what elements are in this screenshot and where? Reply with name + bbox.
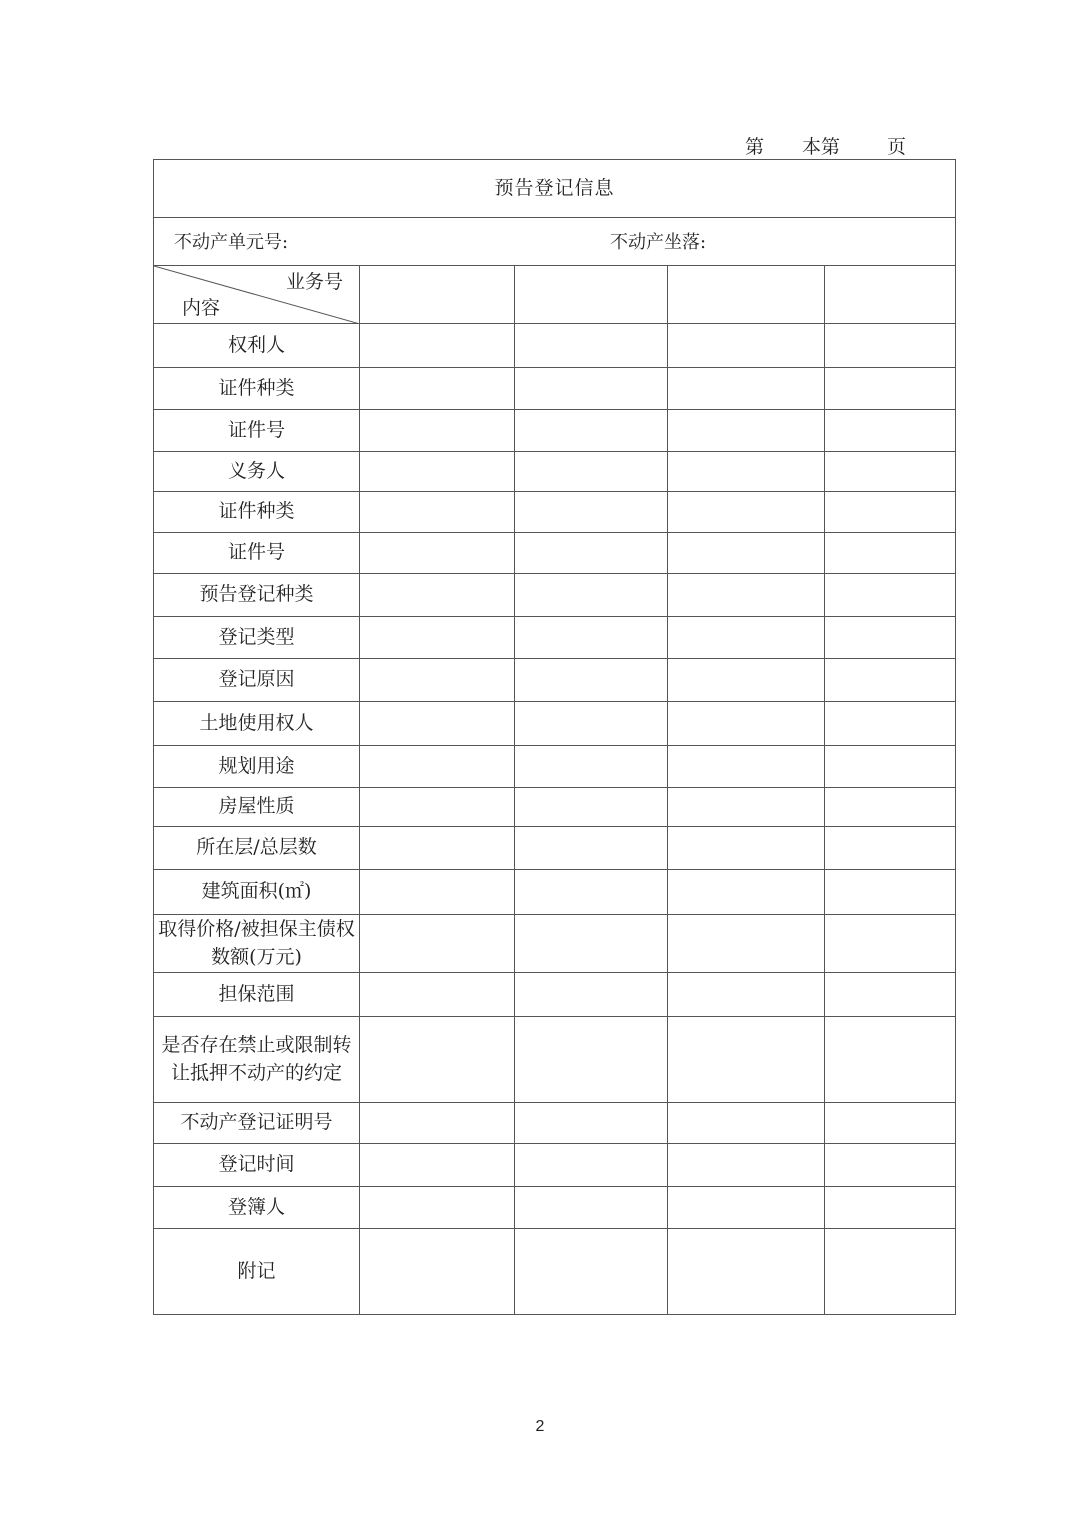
- entry-cell[interactable]: [825, 1017, 956, 1103]
- form-row: [154, 1144, 956, 1187]
- row-label: 建筑面积(㎡): [154, 870, 360, 915]
- entry-cell[interactable]: [825, 915, 956, 973]
- volume-suffix: 本第: [802, 136, 841, 158]
- form-row: [154, 324, 956, 368]
- entry-cell[interactable]: [360, 788, 515, 827]
- business-number-cell[interactable]: [668, 266, 825, 324]
- form-row: [154, 870, 956, 915]
- entry-cell[interactable]: [515, 973, 668, 1017]
- entry-cell[interactable]: [825, 368, 956, 410]
- entry-cell[interactable]: [825, 1144, 956, 1187]
- entry-cell[interactable]: [668, 659, 825, 702]
- entry-cell[interactable]: [360, 973, 515, 1017]
- entry-cell[interactable]: [825, 574, 956, 617]
- entry-cell[interactable]: [668, 492, 825, 533]
- entry-cell[interactable]: [515, 659, 668, 702]
- entry-cell[interactable]: [668, 915, 825, 973]
- registration-form-table: [153, 159, 956, 1315]
- form-row: [154, 574, 956, 617]
- row-label: 登记类型: [154, 617, 360, 659]
- business-number-header: 业务号: [285, 271, 343, 293]
- row-label: 所在层/总层数: [154, 827, 360, 870]
- entry-cell[interactable]: [668, 324, 825, 368]
- entry-cell[interactable]: [668, 617, 825, 659]
- unit-info-row: [154, 218, 956, 266]
- entry-cell[interactable]: [360, 492, 515, 533]
- row-label: 房屋性质: [154, 788, 360, 827]
- entry-cell[interactable]: [515, 827, 668, 870]
- entry-cell[interactable]: [515, 870, 668, 915]
- entry-cell[interactable]: [825, 659, 956, 702]
- entry-cell[interactable]: [668, 746, 825, 788]
- entry-cell[interactable]: [515, 915, 668, 973]
- entry-cell[interactable]: [825, 746, 956, 788]
- row-label: 证件种类: [154, 492, 360, 533]
- entry-cell[interactable]: [825, 1187, 956, 1229]
- entry-cell[interactable]: [360, 410, 515, 452]
- form-row: [154, 368, 956, 410]
- entry-cell[interactable]: [668, 870, 825, 915]
- form-row: [154, 788, 956, 827]
- page-number: 2: [535, 1418, 545, 1435]
- entry-cell[interactable]: [825, 452, 956, 492]
- form-row: [154, 915, 956, 973]
- entry-cell[interactable]: [515, 617, 668, 659]
- page-counter: [745, 132, 915, 158]
- form-row: [154, 1103, 956, 1144]
- entry-cell[interactable]: [825, 410, 956, 452]
- entry-cell[interactable]: [360, 870, 515, 915]
- entry-cell[interactable]: [668, 788, 825, 827]
- entry-cell[interactable]: [668, 1144, 825, 1187]
- entry-cell[interactable]: [360, 1017, 515, 1103]
- entry-cell[interactable]: [825, 533, 956, 574]
- entry-cell[interactable]: [515, 1103, 668, 1144]
- row-label: 登簿人: [154, 1187, 360, 1229]
- form-row: [154, 746, 956, 788]
- entry-cell[interactable]: [515, 452, 668, 492]
- row-label: 义务人: [154, 452, 360, 492]
- entry-cell[interactable]: [360, 368, 515, 410]
- entry-cell[interactable]: [515, 788, 668, 827]
- form-row: [154, 702, 956, 746]
- entry-cell[interactable]: [668, 1187, 825, 1229]
- entry-cell[interactable]: [668, 973, 825, 1017]
- entry-cell[interactable]: [360, 746, 515, 788]
- entry-cell[interactable]: [668, 410, 825, 452]
- entry-cell[interactable]: [668, 1103, 825, 1144]
- entry-cell[interactable]: [825, 1229, 956, 1315]
- entry-cell[interactable]: [515, 410, 668, 452]
- entry-cell[interactable]: [825, 492, 956, 533]
- row-label: 附记: [154, 1229, 360, 1315]
- entry-cell[interactable]: [360, 617, 515, 659]
- form-row: [154, 659, 956, 702]
- business-number-cell[interactable]: [360, 266, 515, 324]
- entry-cell[interactable]: [515, 574, 668, 617]
- entry-cell[interactable]: [668, 574, 825, 617]
- row-label: 登记时间: [154, 1144, 360, 1187]
- entry-cell[interactable]: [668, 533, 825, 574]
- form-row: [154, 1229, 956, 1315]
- row-label: 登记原因: [154, 659, 360, 702]
- form-row: [154, 973, 956, 1017]
- form-row: [154, 533, 956, 574]
- form-row: [154, 617, 956, 659]
- form-title: 预告登记信息: [154, 160, 956, 218]
- row-label: 是否存在禁止或限制转让抵押不动产的约定: [154, 1017, 360, 1103]
- entry-cell[interactable]: [825, 617, 956, 659]
- entry-cell[interactable]: [360, 1187, 515, 1229]
- entry-cell[interactable]: [668, 702, 825, 746]
- entry-cell[interactable]: [360, 1144, 515, 1187]
- entry-cell[interactable]: [825, 870, 956, 915]
- row-label: 取得价格/被担保主债权数额(万元): [154, 915, 360, 973]
- entry-cell[interactable]: [825, 702, 956, 746]
- row-label: 预告登记种类: [154, 574, 360, 617]
- entry-cell[interactable]: [668, 1229, 825, 1315]
- business-number-cell[interactable]: [825, 266, 956, 324]
- volume-prefix: 第: [745, 136, 765, 158]
- entry-cell[interactable]: [360, 702, 515, 746]
- entry-cell[interactable]: [825, 324, 956, 368]
- entry-cell[interactable]: [825, 1103, 956, 1144]
- entry-cell[interactable]: [360, 915, 515, 973]
- entry-cell[interactable]: [825, 827, 956, 870]
- row-label: 土地使用权人: [154, 702, 360, 746]
- entry-cell[interactable]: [515, 1017, 668, 1103]
- entry-cell[interactable]: [360, 324, 515, 368]
- entry-cell[interactable]: [825, 973, 956, 1017]
- form-row: [154, 492, 956, 533]
- form-row: [154, 1187, 956, 1229]
- entry-cell[interactable]: [515, 1187, 668, 1229]
- content-header: 内容: [182, 297, 221, 320]
- entry-cell[interactable]: [515, 1229, 668, 1315]
- form-row: [154, 410, 956, 452]
- entry-cell[interactable]: [515, 1144, 668, 1187]
- entry-cell[interactable]: [360, 452, 515, 492]
- entry-cell[interactable]: [360, 1103, 515, 1144]
- entry-cell[interactable]: [668, 1017, 825, 1103]
- entry-cell[interactable]: [515, 492, 668, 533]
- row-label: 不动产登记证明号: [154, 1103, 360, 1144]
- page-suffix: 页: [887, 136, 907, 158]
- row-label: 担保范围: [154, 973, 360, 1017]
- business-number-cell[interactable]: [515, 266, 668, 324]
- entry-cell[interactable]: [825, 788, 956, 827]
- entry-cell[interactable]: [668, 452, 825, 492]
- entry-cell[interactable]: [515, 533, 668, 574]
- row-label: 规划用途: [154, 746, 360, 788]
- form-row: [154, 452, 956, 492]
- row-label: 证件号: [154, 410, 360, 452]
- entry-cell[interactable]: [668, 827, 825, 870]
- entry-cell[interactable]: [515, 746, 668, 788]
- entry-cell[interactable]: [360, 574, 515, 617]
- entry-cell[interactable]: [515, 702, 668, 746]
- row-label: 证件号: [154, 533, 360, 574]
- entry-cell[interactable]: [515, 368, 668, 410]
- diagonal-header-cell: [154, 266, 360, 324]
- entry-cell[interactable]: [360, 827, 515, 870]
- entry-cell[interactable]: [360, 1229, 515, 1315]
- unit-number-label: 不动产单元号:: [174, 232, 289, 253]
- entry-cell[interactable]: [360, 533, 515, 574]
- entry-cell[interactable]: [360, 659, 515, 702]
- row-label: 权利人: [154, 324, 360, 368]
- location-label: 不动产坐落:: [610, 232, 707, 253]
- entry-cell[interactable]: [515, 324, 668, 368]
- form-row: [154, 827, 956, 870]
- form-row: [154, 1017, 956, 1103]
- row-label: 证件种类: [154, 368, 360, 410]
- entry-cell[interactable]: [668, 368, 825, 410]
